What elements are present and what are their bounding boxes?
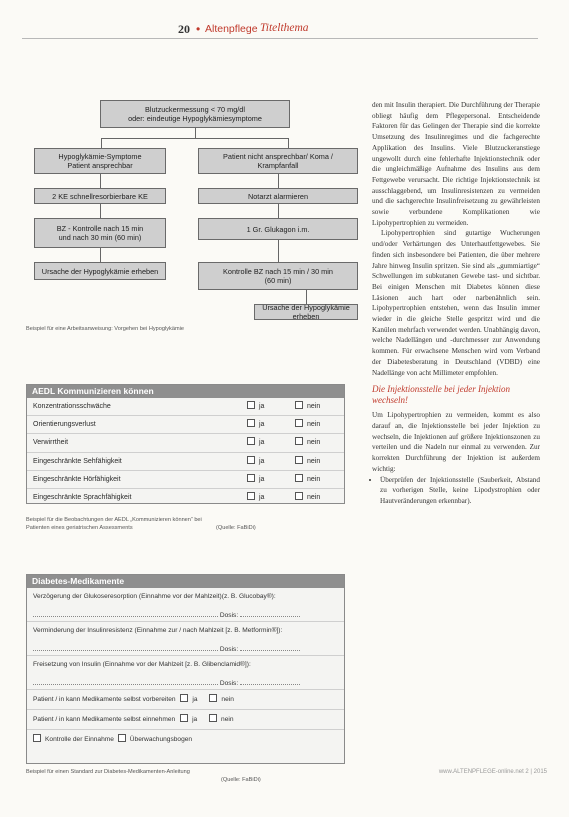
flow-box-kontrolle-bz: Kontrolle BZ nach 15 min / 30 min (60 min)	[198, 262, 358, 290]
medication-row: Patient / in kann Medikamente selbst vorbereiten ja nein	[27, 690, 344, 710]
checkbox-icon	[247, 401, 255, 409]
medication-row	[27, 730, 344, 752]
checkbox-icon	[247, 492, 255, 500]
flow-box-bz-kontrolle: BZ - Kontrolle nach 15 min und nach 30 min (60 min)	[34, 218, 166, 248]
checkbox-icon	[247, 456, 255, 464]
header-rule	[22, 38, 538, 39]
list-item: • Überprüfen der Injektionsstelle (Sauberkeit, Abstand zu vorherigen Stelle, keine Lipodystrophien oder Hautveränderungen erkennbar).	[380, 475, 540, 507]
ja-checkbox[interactable]: ja	[247, 453, 264, 470]
nein-checkbox[interactable]: nein	[295, 489, 320, 506]
flow-connector	[100, 204, 101, 218]
checkbox-icon	[180, 714, 188, 722]
aedl-row: Orientierungsverlust ja nein	[27, 416, 344, 434]
ja-checkbox[interactable]: ja	[180, 696, 197, 703]
nein-checkbox[interactable]: nein	[209, 716, 233, 723]
ja-checkbox[interactable]: ja	[180, 716, 197, 723]
checkbox-icon	[295, 401, 303, 409]
page-footer: www.ALTENPFLEGE-online.net 2 | 2015	[438, 769, 547, 775]
aedl-row: Eingeschränkte Sprachfähigkeit ja nein	[27, 489, 344, 506]
dose-input[interactable]	[240, 650, 300, 651]
nein-checkbox[interactable]: nein	[209, 696, 233, 703]
flow-box-glukagon: 1 Gr. Glukagon i.m.	[198, 218, 358, 240]
article-paragraph: Um Lipohypertrophien zu vermeiden, kommt es also darauf an, die Injektionsstelle bei jeder Injektion zu wechseln, die Injektionen auf größere Injektionszonen zu verteilen und die Nadeln nur einmal zu verwenden. Zur korrekten Durchführung der Injektion ist außerdem wichtig:	[372, 411, 540, 473]
flow-connector	[306, 290, 307, 304]
aedl-row: Verwirrtheit ja nein	[27, 434, 344, 452]
page-header	[0, 22, 569, 40]
nein-checkbox[interactable]: nein	[295, 416, 320, 433]
flow-box-nicht-ansprechbar: Patient nicht ansprechbar/ Koma / Krampfanfall	[198, 148, 358, 174]
aedl-row: Konzentrationsschwäche ja nein	[27, 398, 344, 416]
flow-connector	[195, 128, 196, 138]
medication-row: Patient / in kann Medikamente selbst einnehmen ja nein	[27, 710, 344, 730]
ja-checkbox[interactable]: ja	[247, 471, 264, 488]
checkbox-icon	[118, 734, 126, 742]
aedl-title: AEDL Kommunizieren können	[27, 385, 344, 398]
checkbox-icon	[295, 474, 303, 482]
flow-box-ursache-right: Ursache der Hypoglykämie erheben	[254, 304, 358, 320]
flow-connector	[278, 174, 279, 188]
nein-checkbox[interactable]: nein	[295, 453, 320, 470]
flow-box-ansprechbar: Hypoglykämie-Symptome Patient ansprechbar	[34, 148, 166, 174]
checkbox-icon	[247, 474, 255, 482]
ja-checkbox[interactable]: ja	[247, 398, 264, 415]
aedl-row: Eingeschränkte Hörfähigkeit ja nein	[27, 471, 344, 489]
flow-connector	[100, 248, 101, 262]
journal-topic: Titelthema	[260, 22, 309, 34]
checkbox-icon	[295, 419, 303, 427]
flow-box-ke: 2 KE schnellresorbierbare KE	[34, 188, 166, 204]
medication-row: Freisetzung von Insulin (Einnahme vor der Mahlzeit [z. B. Glibenclamid®]): Dosis:	[27, 656, 344, 690]
flow-connector	[101, 138, 102, 148]
aedl-observation-form	[26, 384, 345, 504]
medication-row: Verminderung der Insulinresistenz (Einnahme zur / nach Mahlzeit [z. B. Metformin®]): Dosis:	[27, 622, 344, 656]
ja-checkbox[interactable]: ja	[247, 489, 264, 506]
flow-box-notarzt: Notarzt alarmieren	[198, 188, 358, 204]
flow-connector	[100, 174, 101, 188]
journal-name: Altenpflege	[205, 23, 258, 35]
diabetes-medication-form	[26, 574, 345, 764]
header-separator: •	[196, 22, 201, 36]
checkbox-icon	[209, 694, 217, 702]
checkbox-icon	[247, 419, 255, 427]
flow-connector	[101, 138, 289, 139]
article-text-column	[372, 100, 540, 507]
article-subheading: Die Injektionsstelle bei jeder Injektion wechseln!	[372, 384, 510, 406]
kontrolle-checkbox[interactable]: Kontrolle der Einnahme	[33, 736, 114, 743]
article-bullet-list	[372, 475, 540, 507]
nein-checkbox[interactable]: nein	[295, 398, 320, 415]
checkbox-icon	[247, 437, 255, 445]
flow-box-ursache-left: Ursache der Hypoglykämie erheben	[34, 262, 166, 280]
checkbox-icon	[295, 456, 303, 464]
aedl-row: Eingeschränkte Sehfähigkeit ja nein	[27, 453, 344, 471]
nein-checkbox[interactable]: nein	[295, 471, 320, 488]
flow-connector	[278, 240, 279, 262]
article-paragraph: den mit Insulin therapiert. Die Durchführung der Therapie obliegt häufig dem Pflegepersonal. Entscheidende Faktoren für das Gelingen der Therapie sind die korrekte Umsetzung des Insulinregimes und die fachgerechte Applikation des Insulins. Viele Blutzuckeranstiege ungewollt durch eine fehlerhafte Injektionstechnik oder die ungleichmäßige Aufnahme des Insulins aus dem Fettgewebe verursacht. Die richtige Injektionstechnik ist ausschlaggebend, um Insulinresistenzen zu vermeiden und die sachgerechte Insulinfreisetzung zu gewährleisten sowie verbundene Komplikationen wie Lipohypertrophien zu vermeiden.	[372, 101, 540, 227]
diabetes-caption: Beispiel für einen Standard zur Diabetes-Medikamenten-Anleitung (Quelle: FaBiDi)	[26, 769, 261, 783]
article-paragraph: Lipohypertrophien sind gutartige Wucherungen und/oder Verhärtungen des Unterhautfettgewebes. Sie finden sich insbesondere bei Patienten, die über mehrere Jahre hinweg Insulin spritzen. Sie sind als „gummiartige“ Schwellungen im subkutanen Gewebe tast- und sichtbar. Bei einigen Menschen mit Diabetes können diese Läsionen auch hart oder narbenähnlich sein. Lipohypertrophien entstehen, wenn das Insulin immer wieder in die gleiche Stelle gespritzt wird und die Kanülen mehrfach verwendet werden. Unabhängig davon, welche Nadellängen und -durchmesser zur Anwendung kommen. Für erwachsene Menschen wird vom Verband der Diabetesberatung in Deutschland (VDBD) eine Nadellänge von acht Millimeter empfohlen.	[372, 229, 540, 377]
ja-checkbox[interactable]: ja	[247, 416, 264, 433]
page-number: 20	[178, 22, 190, 36]
checkbox-icon	[295, 492, 303, 500]
ueberwachung-checkbox[interactable]: Überwachungsbogen	[118, 736, 192, 743]
flow-connector	[288, 138, 289, 148]
ja-checkbox[interactable]: ja	[247, 434, 264, 451]
flow-connector	[278, 204, 279, 218]
checkbox-icon	[33, 734, 41, 742]
nein-checkbox[interactable]: nein	[295, 434, 320, 451]
medication-row: Verzögerung der Glukoseresorption (Einnahme vor der Mahlzeit)(z. B. Glucobay®): Dosis:	[27, 588, 344, 622]
flow-box-start: Blutzuckermessung < 70 mg/dl oder: eindeutige Hypoglykämiesymptome	[100, 100, 290, 128]
dose-input[interactable]	[240, 684, 300, 685]
flowchart-caption: Beispiel für eine Arbeitsanweisung: Vorgehen bei Hypoglykämie	[26, 326, 184, 332]
aedl-caption: Beispiel für die Beobachtungen der AEDL „Kommunizieren können“ bei Patienten eines geriatrischen Assessments (Quelle: FaBiDi)	[26, 517, 256, 531]
dose-input[interactable]	[240, 616, 300, 617]
checkbox-icon	[209, 714, 217, 722]
checkbox-icon	[180, 694, 188, 702]
checkbox-icon	[295, 437, 303, 445]
diabetes-title: Diabetes-Medikamente	[27, 575, 344, 588]
